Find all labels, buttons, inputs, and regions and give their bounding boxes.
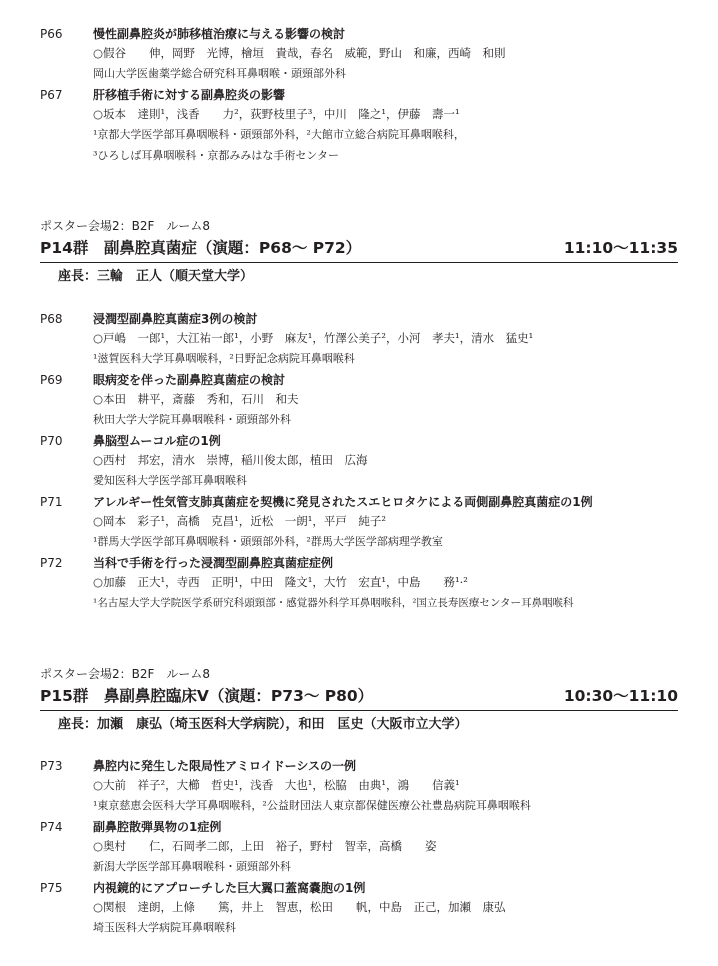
- entry-affiliation: 新潟大学医学部耳鼻咽喉科・頭頸部外科: [93, 860, 291, 873]
- chair-label: 座長：三輪 正人（順天堂大学）: [58, 269, 254, 284]
- entry-affiliation: ¹京都大学医学部耳鼻咽喉科・頭頸部外科，²大館市立総合病院耳鼻咽喉科，: [93, 128, 465, 141]
- entry-affiliation: 埼玉医科大学病院耳鼻咽喉科: [93, 921, 236, 934]
- entry-authors: ○西村 邦宏，清水 崇博，稲川俊太郎，植田 広海: [93, 453, 368, 467]
- entry-authors: ○戸嶋 一郎¹，大江祐一郎¹，小野 麻友¹，竹澤公美子²，小河 孝夫¹，清水 猛史¹: [93, 331, 534, 345]
- chair-label: 座長：加瀬 康弘（埼玉医科大学病院），和田 匡史（大阪市立大学）: [58, 717, 468, 732]
- entry-id: P72: [40, 556, 63, 570]
- entry-title: 鼻腔内に発生した限局性アミロイドーシスの一例: [93, 759, 357, 773]
- venue-label: ポスター会場2：B2F ルーム8: [40, 667, 211, 681]
- entry-title: 眼病変を伴った副鼻腔真菌症の検討: [93, 373, 286, 387]
- entry-id: P67: [40, 88, 63, 102]
- entry-affiliation: ¹滋賀医科大学耳鼻咽喉科，²日野記念病院耳鼻咽喉科: [93, 352, 355, 365]
- entry-title: 内視鏡的にアプローチした巨大翼口蓋窩嚢胞の1例: [93, 881, 366, 895]
- entry-authors: ○奥村 仁，石岡孝二郎，上田 裕子，野村 智幸，高橋 姿: [93, 839, 437, 853]
- entry-authors: ○本田 耕平，斎藤 秀和，石川 和夫: [93, 392, 299, 406]
- entry-affiliation: 岡山大学医歯薬学総合研究科耳鼻咽喉・頭頸部外科: [93, 67, 346, 80]
- entry-id: P73: [40, 759, 63, 773]
- entry-affiliation: ¹名古屋大学大学院医学系研究科頭頸部・感覚器外科学耳鼻咽喉科，²国立長寿医療センター耳鼻咽喉科: [93, 597, 574, 609]
- entry-authors: ○加藤 正大¹，寺西 正明¹，中田 隆文¹，大竹 宏直¹，中島 務¹·²: [93, 575, 468, 589]
- entry-authors: ○関根 達朗，上條 篤，井上 智恵，松田 帆，中島 正己，加瀬 康弘: [93, 900, 506, 914]
- venue-label: ポスター会場2：B2F ルーム8: [40, 219, 211, 233]
- entry-id: P66: [40, 27, 63, 41]
- group-title: P15群 鼻副鼻腔臨床Ⅴ（演題：P73～ P80）: [40, 687, 374, 705]
- entry-affiliation: 秋田大学大学院耳鼻咽喉科・頭頸部外科: [93, 413, 291, 426]
- entry-title: 副鼻腔散弾異物の1症例: [93, 820, 222, 834]
- group-time: 11:10～11:35: [563, 239, 678, 257]
- entry-id: P70: [40, 434, 63, 448]
- entry-authors: ○坂本 達則¹，浅香 力²，荻野枝里子³，中川 隆之¹，伊藤 壽一¹: [93, 107, 460, 121]
- entry-id: P74: [40, 820, 63, 834]
- entry-affiliation: ¹東京慈恵会医科大学耳鼻咽喉科，²公益財団法人東京都保健医療公社豊島病院耳鼻咽喉科: [93, 799, 531, 812]
- entry-authors: ○岡本 彩子¹，高橋 克昌¹，近松 一朗¹，平戸 純子²: [93, 514, 386, 528]
- entry-affiliation: 愛知医科大学医学部耳鼻咽喉科: [93, 474, 247, 487]
- group-time: 10:30～11:10: [563, 687, 678, 705]
- entry-authors: ○假谷 伸，岡野 光博，檜垣 貴哉，春名 威範，野山 和廉，西崎 和則: [93, 46, 506, 60]
- entry-title: 肝移植手術に対する副鼻腔炎の影響: [93, 88, 286, 102]
- entry-id: P69: [40, 373, 63, 387]
- entry-id: P71: [40, 495, 63, 509]
- section-divider: [40, 710, 678, 711]
- entry-title: 鼻脳型ムーコル症の1例: [93, 434, 221, 448]
- entry-affiliation: ³ひろしば耳鼻咽喉科・京都みみはな手術センター: [93, 149, 339, 162]
- entry-affiliation: ¹群馬大学医学部耳鼻咽喉科・頭頸部外科，²群馬大学医学部病理学教室: [93, 535, 443, 548]
- entry-id: P75: [40, 881, 63, 895]
- entry-title: アレルギー性気管支肺真菌症を契機に発見されたスエヒロタケによる両側副鼻腔真菌症の1例: [93, 495, 593, 509]
- entry-title: 慢性副鼻腔炎が肺移植治療に与える影響の検討: [93, 27, 346, 41]
- group-title: P14群 副鼻腔真菌症（演題：P68～ P72）: [40, 239, 362, 257]
- section-divider: [40, 262, 678, 263]
- entry-title: 当科で手術を行った浸潤型副鼻腔真菌症症例: [93, 556, 334, 570]
- entry-authors: ○大前 祥子²，大櫛 哲史¹，浅香 大也¹，松脇 由典¹，鴻 信義¹: [93, 778, 460, 792]
- entry-title: 浸潤型副鼻腔真菌症3例の検討: [93, 312, 258, 326]
- entry-id: P68: [40, 312, 63, 326]
